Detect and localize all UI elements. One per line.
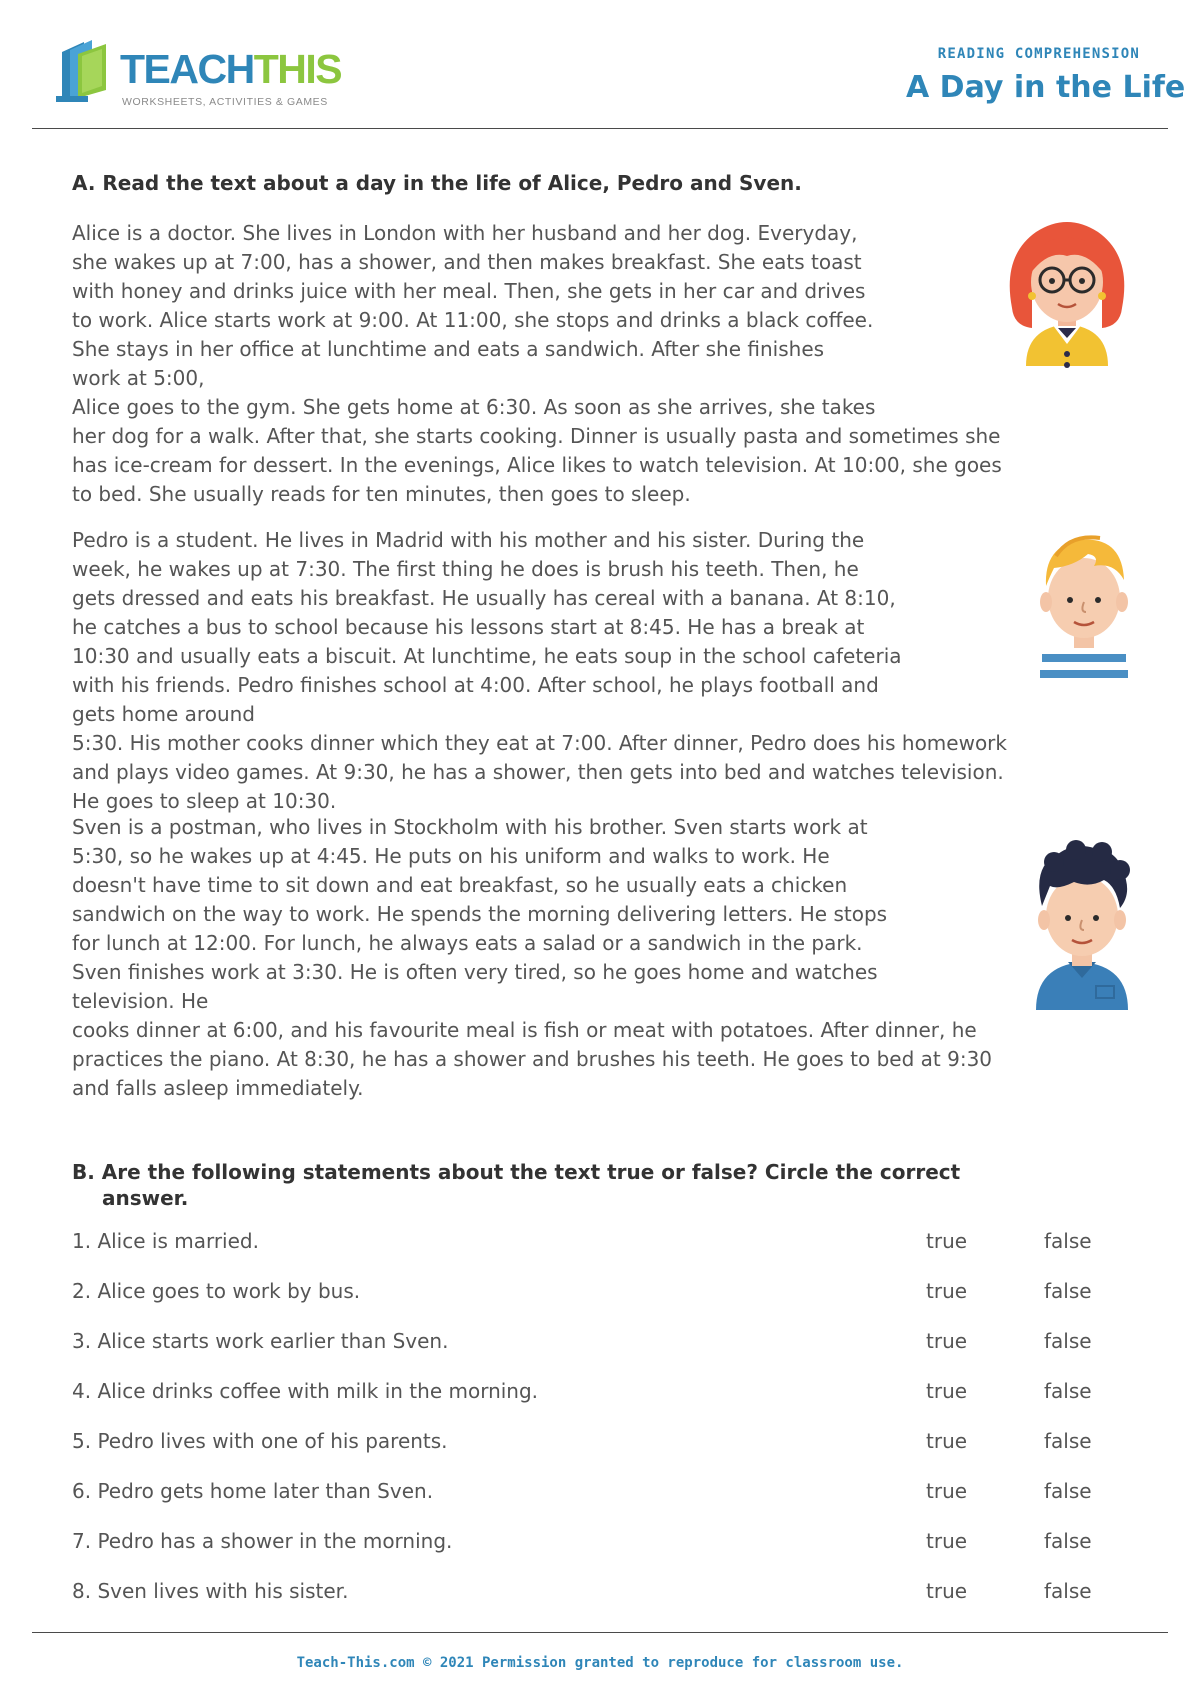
header-divider — [32, 128, 1168, 129]
pedro-line-6: with his friends. Pedro finishes school at 4:00. After school, he plays football and — [72, 673, 879, 697]
section-b-title-line-1: B. Are the following statements about the text true or false? Circle the correct — [72, 1160, 961, 1184]
alice-illustration — [996, 216, 1138, 376]
question-text: 4. Alice drinks coffee with milk in the morning. — [72, 1379, 539, 1403]
question-text: 7. Pedro has a shower in the morning. — [72, 1529, 453, 1553]
logo-tagline: WORKSHEETS, ACTIVITIES & GAMES — [122, 96, 328, 108]
pedro-line-8: 5:30. His mother cooks dinner which they eat at 7:00. After dinner, Pedro does his homework — [72, 731, 1007, 755]
alice-line-7: Alice goes to the gym. She gets home at 6:30. As soon as she arrives, she takes — [72, 395, 876, 419]
pedro-line-10: He goes to sleep at 10:30. — [72, 789, 337, 813]
sven-line-8: cooks dinner at 6:00, and his favourite meal is fish or meat with potatoes. After dinner, he — [72, 1018, 977, 1042]
sven-line-3: doesn't have time to sit down and eat breakfast, so he usually eats a chicken — [72, 873, 848, 897]
book-logo-icon — [56, 40, 116, 104]
logo-this: THIS — [253, 46, 342, 92]
sven-line-9: practices the piano. At 8:30, he has a shower and brushes his teeth. He goes to bed at 9:30 — [72, 1047, 993, 1071]
teach-this-logo[interactable] — [56, 40, 356, 112]
logo-teach: TEACH — [120, 46, 254, 92]
question-text: 8. Sven lives with his sister. — [72, 1579, 349, 1603]
true-option[interactable]: true — [926, 1279, 968, 1303]
question-row-7 — [72, 1526, 1102, 1556]
question-text: 6. Pedro gets home later than Sven. — [72, 1479, 434, 1503]
true-option[interactable]: true — [926, 1579, 968, 1603]
alice-line-5: She stays in her office at lunchtime and eats a sandwich. After she finishes — [72, 337, 825, 361]
true-option[interactable]: true — [926, 1229, 968, 1253]
page-header — [0, 0, 1200, 130]
false-option[interactable]: false — [1044, 1479, 1092, 1503]
alice-line-9: has ice-cream for dessert. In the evenings, Alice likes to watch television. At 10:00, she goes — [72, 453, 1002, 477]
question-text: 5. Pedro lives with one of his parents. — [72, 1429, 448, 1453]
question-row-3 — [72, 1326, 1102, 1356]
alice-line-1: Alice is a doctor. She lives in London with her husband and her dog. Everyday, — [72, 221, 858, 245]
pedro-line-3: gets dressed and eats his breakfast. He usually has cereal with a banana. At 8:10, — [72, 586, 896, 610]
question-row-6 — [72, 1476, 1102, 1506]
false-option[interactable]: false — [1044, 1429, 1092, 1453]
footer-divider — [32, 1632, 1168, 1633]
alice-line-8: her dog for a walk. After that, she starts cooking. Dinner is usually pasta and sometimes she — [72, 424, 1001, 448]
question-text: 1. Alice is married. — [72, 1229, 259, 1253]
sven-line-1: Sven is a postman, who lives in Stockholm with his brother. Sven starts work at — [72, 815, 868, 839]
true-option[interactable]: true — [926, 1479, 968, 1503]
pedro-paragraph — [72, 526, 1132, 816]
false-option[interactable]: false — [1044, 1529, 1092, 1553]
header-kicker: READING COMPREHENSION — [937, 46, 1140, 62]
true-option[interactable]: true — [926, 1329, 968, 1353]
section-a-title: A. Read the text about a day in the life of Alice, Pedro and Sven. — [72, 171, 802, 195]
question-text: 2. Alice goes to work by bus. — [72, 1279, 361, 1303]
footer-copyright: Teach-This.com © 2021 Permission granted to reproduce for classroom use. — [296, 1655, 904, 1671]
question-row-4 — [72, 1376, 1102, 1406]
true-option[interactable]: true — [926, 1529, 968, 1553]
pedro-line-2: week, he wakes up at 7:30. The first thing he does is brush his teeth. Then, he — [72, 557, 859, 581]
sven-illustration — [1024, 840, 1140, 1010]
question-row-2 — [72, 1276, 1102, 1306]
alice-line-2: she wakes up at 7:00, has a shower, and then makes breakfast. She eats toast — [72, 250, 862, 274]
sven-line-7: television. He — [72, 989, 209, 1013]
false-option[interactable]: false — [1044, 1279, 1092, 1303]
sven-line-5: for lunch at 12:00. For lunch, he always eats a salad or a sandwich in the park. — [72, 931, 863, 955]
sven-line-4: sandwich on the way to work. He spends the morning delivering letters. He stops — [72, 902, 888, 926]
pedro-illustration — [1030, 528, 1138, 688]
alice-paragraph — [72, 219, 1132, 509]
question-row-5 — [72, 1426, 1102, 1456]
section-b-title — [72, 1159, 960, 1211]
pedro-line-4: he catches a bus to school because his lessons start at 8:45. He has a break at — [72, 615, 865, 639]
pedro-line-1: Pedro is a student. He lives in Madrid with his mother and his sister. During the — [72, 528, 865, 552]
pedro-line-9: and plays video games. At 9:30, he has a shower, then gets into bed and watches television. — [72, 760, 1004, 784]
alice-line-4: to work. Alice starts work at 9:00. At 11:00, she stops and drinks a black coffee. — [72, 308, 874, 332]
pedro-line-7: gets home around — [72, 702, 255, 726]
false-option[interactable]: false — [1044, 1379, 1092, 1403]
false-option[interactable]: false — [1044, 1579, 1092, 1603]
false-option[interactable]: false — [1044, 1229, 1092, 1253]
true-option[interactable]: true — [926, 1429, 968, 1453]
header-title: A Day in the Life — [906, 70, 1186, 105]
sven-line-10: and falls asleep immediately. — [72, 1076, 364, 1100]
true-option[interactable]: true — [926, 1379, 968, 1403]
logo-wordmark — [120, 46, 341, 93]
sven-line-6: Sven finishes work at 3:30. He is often very tired, so he goes home and watches — [72, 960, 878, 984]
sven-line-2: 5:30, so he wakes up at 4:45. He puts on his uniform and walks to work. He — [72, 844, 830, 868]
question-row-8 — [72, 1576, 1102, 1606]
question-row-1 — [72, 1226, 1102, 1256]
sven-paragraph — [72, 813, 1132, 1103]
false-option[interactable]: false — [1044, 1329, 1092, 1353]
alice-line-6: work at 5:00, — [72, 366, 205, 390]
question-text: 3. Alice starts work earlier than Sven. — [72, 1329, 449, 1353]
section-b-title-line-2: answer. — [102, 1186, 189, 1210]
pedro-line-5: 10:30 and usually eats a biscuit. At lunchtime, he eats soup in the school cafeteria — [72, 644, 902, 668]
alice-line-3: with honey and drinks juice with her meal. Then, she gets in her car and drives — [72, 279, 866, 303]
alice-line-10: to bed. She usually reads for ten minutes, then goes to sleep. — [72, 482, 691, 506]
